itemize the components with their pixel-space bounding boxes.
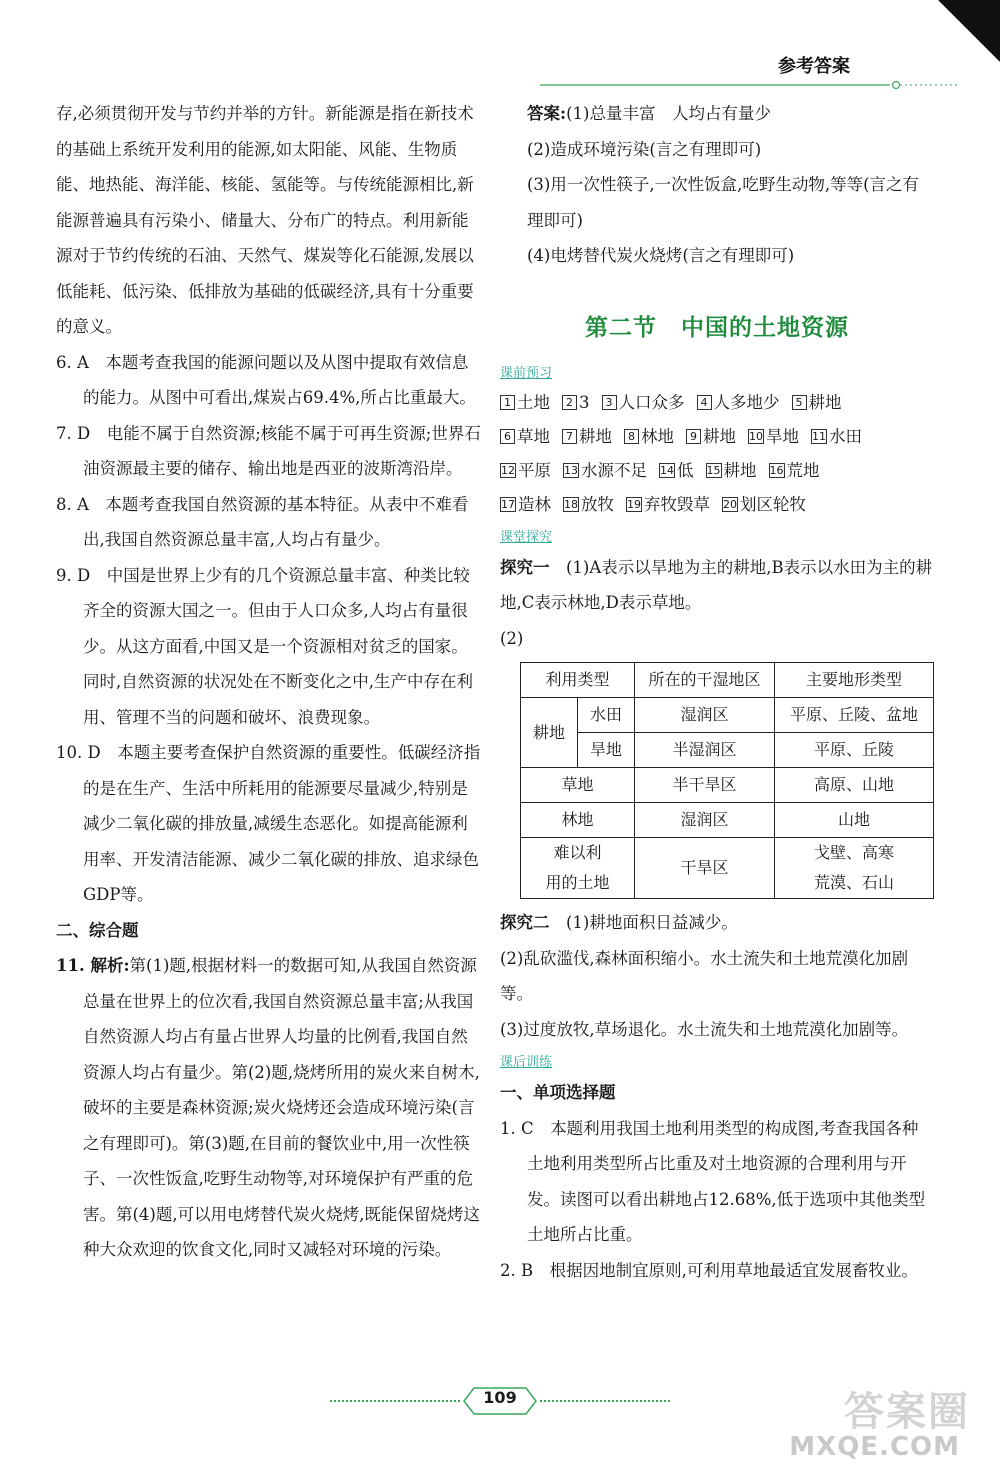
table-row xyxy=(521,733,934,768)
preview-item-text: 造林 xyxy=(518,494,551,514)
answer-block xyxy=(500,96,934,132)
table-cell: 高原、山地 xyxy=(774,768,933,803)
explore-2 xyxy=(500,905,934,941)
answer-3: (3)用一次性筷子,一次性饭盒,吃野生动物,等等(言之有理即可) xyxy=(527,175,920,230)
preview-item-number: 11 xyxy=(812,429,826,443)
preview-list xyxy=(500,386,934,522)
preview-item xyxy=(706,461,757,480)
preview-item-number: 15 xyxy=(706,463,721,477)
preview-item xyxy=(563,461,647,480)
preview-item-text: 3 xyxy=(579,392,590,412)
table-header: 利用类型 xyxy=(521,663,635,698)
preview-item xyxy=(500,495,551,514)
answer-2: (2)造成环境污染(言之有理即可) xyxy=(527,139,762,159)
preview-item-number: 2 xyxy=(562,395,577,410)
preview-item-number: 18 xyxy=(564,497,578,511)
preview-item-number: 20 xyxy=(723,497,737,511)
preview-item xyxy=(624,427,674,446)
page-number: 109 xyxy=(483,1388,517,1407)
preview-item-number: 14 xyxy=(660,463,674,477)
table-cell-line: 难以利 xyxy=(553,843,602,862)
footer-dots-right xyxy=(540,1400,670,1404)
preview-item-text: 土地 xyxy=(517,392,550,412)
preview-item-number: 19 xyxy=(627,497,641,511)
table-cell: 旱地 xyxy=(578,733,635,768)
preview-item-text: 人多地少 xyxy=(713,392,780,412)
preview-row xyxy=(500,488,934,522)
preview-row xyxy=(500,386,934,420)
table-cell: 半湿润区 xyxy=(635,733,775,768)
section-single-choice: 一、单项选择题 xyxy=(500,1083,616,1102)
header-rule xyxy=(540,80,960,90)
preview-item-text: 林地 xyxy=(641,426,674,446)
preview-item xyxy=(500,427,550,446)
preview-item-number: 7 xyxy=(562,429,577,444)
explore-1-part2: (2) xyxy=(500,628,524,648)
preview-item-text: 耕地 xyxy=(723,460,757,480)
table-cell: 山地 xyxy=(774,803,933,838)
land-use-table xyxy=(520,662,934,899)
explore-2-3: (3)过度放牧,草场退化。水土流失和土地荒漠化加剧等。 xyxy=(500,1019,909,1039)
preview-item xyxy=(722,495,806,514)
preview-row xyxy=(500,420,934,454)
preview-item-text: 水源不足 xyxy=(581,460,647,480)
preview-item xyxy=(697,393,780,412)
preview-item-number: 3 xyxy=(602,395,617,410)
preview-item-number: 17 xyxy=(501,497,515,511)
left-column xyxy=(56,96,484,1268)
explore-1-text: (1)A表示以旱地为主的耕地,B表示以水田为主的耕地,C表示林地,D表示草地。 xyxy=(500,557,933,612)
preview-item xyxy=(500,461,551,480)
table-cell: 平原、丘陵 xyxy=(774,733,933,768)
preview-item xyxy=(659,461,694,480)
preview-item-number: 5 xyxy=(792,395,807,410)
table-cell: 平原、丘陵、盆地 xyxy=(774,698,933,733)
preview-label: 课前预习 xyxy=(500,365,553,381)
page-corner-mark xyxy=(938,0,1000,62)
answer-11 xyxy=(56,948,484,1268)
answer-r1: 1. C 本题利用我国土地利用类型的构成图,考查我国各种土地利用类型所占比重及对土地资源的合理利用与开发。读图可以看出耕地占12.68%,低于选项中其他类型土地所占比重。 xyxy=(500,1118,926,1244)
table-row xyxy=(521,803,934,838)
intro-paragraph: 存,必须贯彻开发与节约并举的方针。新能源是指在新技术的基础上系统开发利用的能源,如太阳能、风能、生物质能、地热能、海洋能、核能、氢能等。与传统能源相比,新能源普遍具有污染小、储量大、分布广的特点。利用新能源对于节约传统的石油、天然气、煤炭等化石能源,发展以低能耗、低污染、低排放为基础的低碳经济,具有十分重要的意义。 xyxy=(56,104,474,336)
table-cell: 林地 xyxy=(521,803,635,838)
preview-item-text: 平原 xyxy=(518,460,551,480)
preview-item-text: 耕地 xyxy=(579,426,612,446)
preview-item xyxy=(602,393,685,412)
preview-item xyxy=(811,427,862,446)
preview-item-number: 8 xyxy=(624,429,639,444)
preview-item-number: 16 xyxy=(769,463,784,477)
preview-item xyxy=(626,495,710,514)
after-class-label: 课后训练 xyxy=(500,1055,553,1070)
answer-8: 8. A 本题考查我国自然资源的基本特征。从表中不难看出,我国自然资源总量丰富,人均占有量少。 xyxy=(56,494,469,549)
table-cell: 湿润区 xyxy=(635,698,775,733)
table-cell xyxy=(521,838,635,899)
answer-11-text: 第(1)题,根据材料一的数据可知,从我国自然资源总量在世界上的位次看,我国自然资源总量丰富;从我国自然资源人均占有量占世界人均量的比例看,我国自然资源人均占有量少。第(2)题,烧烤所用的炭火来自树木,破坏的主要是森林资源;炭火烧烤还会造成环境污染(言之有理即可)。第(3)题,在目前的餐饮业中,用一次性筷子、一次性饭盒,吃野生动物等,对环境保护有严重的危害。第(4)题,可以用电烤替代炭火烧烤,既能保留烧烤这种大众欢迎的饮食文化,同时又减轻对环境的污染。 xyxy=(83,956,480,1259)
table-cell xyxy=(774,838,933,899)
table-cell: 草地 xyxy=(521,768,635,803)
preview-item xyxy=(792,393,842,412)
table-cell-line: 戈壁、高寒 xyxy=(813,843,894,862)
explore-label: 课堂探究 xyxy=(500,529,553,545)
section-title: 第二节 中国的土地资源 xyxy=(585,313,849,341)
preview-item-number: 1 xyxy=(500,395,515,410)
preview-item-text: 水田 xyxy=(829,426,862,446)
preview-item-text: 弃牧毁草 xyxy=(644,494,710,514)
preview-item xyxy=(748,427,799,446)
preview-item-text: 划区轮牧 xyxy=(740,494,806,514)
preview-item-text: 旱地 xyxy=(766,426,799,446)
table-header: 所在的干湿地区 xyxy=(635,663,775,698)
preview-item xyxy=(769,461,820,480)
table-cell-line: 用的土地 xyxy=(545,873,610,892)
watermark-url: MXQE.COM xyxy=(789,1432,960,1462)
answer-9: 9. D 中国是世界上少有的几个资源总量丰富、种类比较齐全的资源大国之一。但由于人口众多,人均占有量很少。从这方面看,中国又是一个资源相对贫乏的国家。同时,自然资源的状况处在不断变化之中,生产中存在利用、管理不当的问题和破坏、浪费现象。 xyxy=(56,565,473,727)
answer-6: 6. A 本题考查我国的能源问题以及从图中提取有效信息的能力。从图中可看出,煤炭占69.4%,所占比重最大。 xyxy=(56,352,476,407)
answer-4: (4)电烤替代炭火烧烤(言之有理即可) xyxy=(527,246,795,265)
watermark-logo: 答案圈 xyxy=(844,1389,970,1435)
section-comprehensive: 二、综合题 xyxy=(56,920,139,940)
explore-2-2: (2)乱砍滥伐,森林面积缩小。水土流失和土地荒漠化加剧等。 xyxy=(500,948,909,1003)
preview-item-text: 耕地 xyxy=(808,392,842,412)
table-cell-gengdi: 耕地 xyxy=(521,698,578,768)
preview-item-text: 人口众多 xyxy=(618,392,685,412)
table-header: 主要地形类型 xyxy=(774,663,933,698)
explore-1 xyxy=(500,550,934,621)
explore-2-1: (1)耕地面积日益减少。 xyxy=(566,913,738,932)
answer-r2: 2. B 根据因地制宜原则,可利用草地最适宜发展畜牧业。 xyxy=(500,1260,918,1280)
preview-item-text: 放牧 xyxy=(581,494,614,514)
preview-row xyxy=(500,454,934,488)
explore-2-label: 探究二 xyxy=(500,913,550,932)
preview-item-text: 低 xyxy=(677,460,694,480)
table-header-row xyxy=(521,663,934,698)
preview-item-number: 4 xyxy=(697,395,712,410)
preview-item-text: 荒地 xyxy=(786,460,820,480)
preview-item xyxy=(562,393,590,412)
preview-item-number: 13 xyxy=(564,463,578,477)
table-row xyxy=(521,838,934,899)
preview-item-number: 9 xyxy=(686,429,701,444)
preview-item-text: 草地 xyxy=(517,426,550,446)
table-cell-line: 荒漠、石山 xyxy=(813,873,894,892)
answer-label: 答案: xyxy=(527,104,567,123)
answer-10: 10. D 本题主要考查保护自然资源的重要性。低碳经济指的是在生产、生活中所耗用的能源要尽量减少,特别是减少二氧化碳的排放量,减缓生态恶化。如提高能源利用率、开发清洁能源、减少二氧化碳的排放、追求绿色GDP等。 xyxy=(56,743,481,904)
right-column xyxy=(500,96,934,1288)
preview-item xyxy=(500,393,550,412)
answer-7: 7. D 电能不属于自然资源;核能不属于可再生资源;世界石油资源最主要的储存、输出地是西亚的波斯湾沿岸。 xyxy=(56,423,481,478)
preview-item-number: 10 xyxy=(749,429,763,443)
answer-1: (1)总量丰富 人均占有量少 xyxy=(566,104,771,123)
table-row xyxy=(521,768,934,803)
preview-item-number: 6 xyxy=(500,429,515,444)
preview-item-text: 耕地 xyxy=(703,426,736,446)
answer-11-label: 11. 解析: xyxy=(56,956,130,975)
preview-item xyxy=(563,495,614,514)
explore-1-label: 探究一 xyxy=(500,557,550,577)
preview-item-number: 12 xyxy=(501,463,515,477)
header-title: 参考答案 xyxy=(778,56,850,77)
preview-item xyxy=(686,427,736,446)
table-row xyxy=(521,698,934,733)
table-cell: 干旱区 xyxy=(635,838,775,899)
preview-item xyxy=(562,427,612,446)
table-cell: 水田 xyxy=(578,698,635,733)
table-cell: 半干旱区 xyxy=(635,768,775,803)
table-cell: 湿润区 xyxy=(635,803,775,838)
footer-dots-left xyxy=(330,1400,460,1404)
